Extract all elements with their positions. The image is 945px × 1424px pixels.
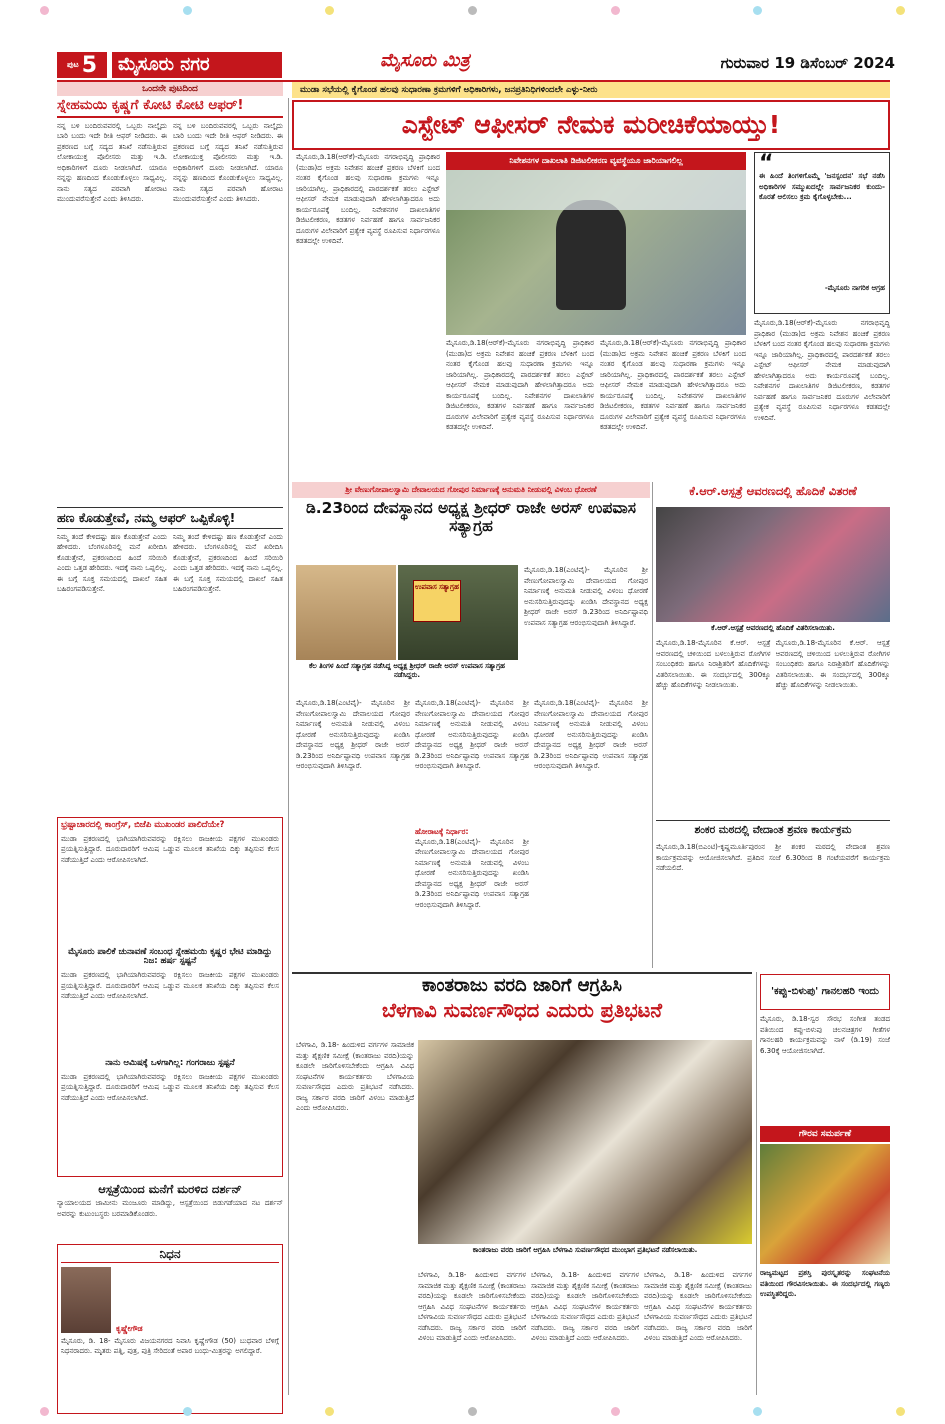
lead-headline: ಎಸ್ಟೇಟ್ ಆಫೀಸರ್ ನೇಮಕ ಮರೀಚಿಕೆಯಾಯ್ತು! (401, 109, 781, 139)
satyagraha-photo (398, 565, 518, 660)
obituary-name: ಕೃಷ್ಣೇಗೌಡ (116, 1323, 143, 1333)
shravan-headline: ಶಂಕರ ಮಠದಲ್ಲಿ ವೇದಾಂತ ಶ್ರವಣ ಕಾರ್ಯಕ್ರಮ (656, 820, 890, 842)
page-word: ಪುಟ (66, 60, 79, 69)
registration-dot (468, 1407, 477, 1416)
registration-dot (183, 6, 192, 15)
first-page-tag: ಒಂದನೇ ಪುಟದಿಂದ (57, 82, 283, 96)
temple-body-right (524, 565, 648, 705)
column-divider (756, 972, 757, 1395)
temple-headline: ಡಿ.23ರಿಂದ ದೇವಸ್ಥಾನದ ಅಧ್ಯಕ್ಷ ಶ್ರೀಧರ್ ರಾಜೇ ಅರಸ್ ಉಪವಾಸ ಸತ್ಯಾಗ್ರಹ (305, 499, 637, 535)
story1-title: ಸ್ನೇಹಮಯಿ ಕೃಷ್ಣಗೆ ಕೋಟಿ ಕೋಟಿ ಆಫರ್! (57, 98, 283, 118)
story4-body: ನ್ಯಾಯಾಲಯದ ಜಾಮೀನು ಮಂಜೂರು ಮಾಡಿದ್ದು, ಆಸ್ಪತ್ರೆಯಿಂದ ಬಿಡುಗಡೆಯಾದ ನಟ ದರ್ಶನ್ ಅವರನ್ನು ಕುಟುಂಬಸ್ಥರು ಬರಮಾಡಿಕೊಂಡರು. (57, 1199, 283, 1218)
honor-caption-box (760, 1268, 890, 1390)
lead-quote-author: -ಮೈಸೂರು ನಾಗರಿಕ ಆಗ್ರಹ (824, 284, 885, 292)
hospital-body-text-1: ಮೈಸೂರು,ಡಿ.18-ಮೈಸೂರಿನ ಕೆ.ಆರ್. ಆಸ್ಪತ್ರೆ ಆವರಣದಲ್ಲಿ ಚಳಿಯಿಂದ ಬಳಲುತ್ತಿರುವ ರೋಗಿಗಳ ಸಂಬಂಧಿಕರು ಹಾಗೂ ನಿರಾಶ್ರಿತರಿಗೆ ಹೊದಿಕೆಗಳನ್ನು ವಿತರಿಸಲಾಯಿತು. ಈ ಸಂದರ್ಭದಲ್ಲಿ 300ಕ್ಕೂ ಹೆಚ್ಚು ಹೊದಿಕೆಗಳನ್ನು ನೀಡಲಾಯಿತು. (656, 639, 771, 689)
story2-body-col1: ನಿಮ್ಮ ತಂದೆ ಕೇಳಿದಷ್ಟು ಹಣ ಕೊಡುತ್ತೇವೆ ಎಂದು ಹೇಳಿದರು. ಬೆಂಗಳೂರಿನಲ್ಲಿ ಮನೆ ಖರೀದಿಸಿ ಕೊಡುತ್ತೇವೆ, ಪ್ರಕರಣದಿಂದ ಹಿಂದೆ ಸರಿಯಿರಿ ಎಂದು ಒತ್ತಡ ಹೇರಿದರು. ಇದಕ್ಕೆ ನಾನು ಒಪ್ಪಲಿಲ್ಲ. ಈ ಬಗ್ಗೆ ಸೂಕ್ತ ಸಮಯದಲ್ಲಿ ದಾಖಲೆ ಸಹಿತ ಬಹಿರಂಗಪಡಿಸುತ್ತೇನೆ. (57, 532, 167, 594)
protest-photo (418, 1040, 752, 1244)
temple-body-text-3: ಮೈಸೂರು,ಡಿ.18(ಎಂಟಿವೈ)- ಮೈಸೂರಿನ ಶ್ರೀ ವೇಣುಗೋಪಾಲಸ್ವಾಮಿ ದೇವಾಲಯದ ಗೋಪುರ ನಿರ್ಮಾಣಕ್ಕೆ ಅನುಮತಿ ನೀಡುವಲ್ಲಿ ವಿಳಂಬ ಧೋರಣೆ ಅನುಸರಿಸುತ್ತಿರುವುದನ್ನು ಖಂಡಿಸಿ ದೇವಸ್ಥಾನದ ಅಧ್ಯಕ್ಷ ಶ್ರೀಧರ್ ರಾಜೇ ಅರಸ್ ಡಿ.23ರಿಂದ ಅನಿರ್ದಿಷ್ಟಾವಧಿ ಉಪವಾಸ ಸತ್ಯಾಗ್ರಹ ಆರಂಭಿಸುವುದಾಗಿ ತಿಳಿಸಿದ್ದಾರೆ. (415, 699, 529, 770)
obituary-photo (61, 1267, 111, 1333)
story3-title: ಭ್ರಷ್ಟಾಚಾರದಲ್ಲಿ ಕಾಂಗ್ರೆಸ್, ಬಿಜೆಪಿ ಮುಖಂಡರ ಪಾಲಿದೆಯೇ? (61, 819, 225, 830)
column-divider (652, 482, 653, 968)
column-divider (288, 98, 289, 1395)
hospital-body-text-2: ಮೈಸೂರು,ಡಿ.18-ಮೈಸೂರಿನ ಕೆ.ಆರ್. ಆಸ್ಪತ್ರೆ ಆವರಣದಲ್ಲಿ ಚಳಿಯಿಂದ ಬಳಲುತ್ತಿರುವ ರೋಗಿಗಳ ಸಂಬಂಧಿಕರು ಹಾಗೂ ನಿರಾಶ್ರಿತರಿಗೆ ಹೊದಿಕೆಗಳನ್ನು ವಿತರಿಸಲಾಯಿತು. ಈ ಸಂದರ್ಭದಲ್ಲಿ 300ಕ್ಕೂ ಹೆಚ್ಚು ಹೊದಿಕೆಗಳನ್ನು ನೀಡಲಾಯಿತು. (775, 639, 890, 689)
registration-dot (325, 6, 334, 15)
quote-mark-icon: “ (759, 151, 774, 176)
protest-body-left (296, 1040, 414, 1390)
satyagraha-board: ಉಪವಾಸ ಸತ್ಯಾಗ್ರಹ (413, 580, 461, 622)
registration-dot (896, 6, 905, 15)
statue-figure (556, 200, 626, 310)
story3-subhead-2: ನಾನು ಆಮಿಷಕ್ಕೆ ಒಳಗಾಗಿಲ್ಲ: ಗಂಗರಾಜು ಸ್ಪಷ್ಟನೆ (105, 1058, 235, 1069)
protest-headline-2: ಬೆಳಗಾವಿ ಸುವರ್ಣಸೌಧದ ಎದುರು ಪ್ರತಿಭಟನೆ (381, 1000, 663, 1022)
registration-dot (753, 1407, 762, 1416)
hospital-body-cols (656, 638, 890, 818)
temple-body-text-4: ಮೈಸೂರು,ಡಿ.18(ಎಂಟಿವೈ)- ಮೈಸೂರಿನ ಶ್ರೀ ವೇಣುಗೋಪಾಲಸ್ವಾಮಿ ದೇವಾಲಯದ ಗೋಪುರ ನಿರ್ಮಾಣಕ್ಕೆ ಅನುಮತಿ ನೀಡುವಲ್ಲಿ ವಿಳಂಬ ಧೋರಣೆ ಅನುಸರಿಸುತ್ತಿರುವುದನ್ನು ಖಂಡಿಸಿ ದೇವಸ್ಥಾನದ ಅಧ್ಯಕ್ಷ ಶ್ರೀಧರ್ ರಾಜೇ ಅರಸ್ ಡಿ.23ರಿಂದ ಅನಿರ್ದಿಷ್ಟಾವಧಿ ಉಪವಾಸ ಸತ್ಯಾಗ್ರಹ ಆರಂಭಿಸುವುದಾಗಿ ತಿಳಿಸಿದ್ದಾರೆ. (415, 837, 529, 909)
registration-dot (183, 1407, 192, 1416)
registration-marks-bottom (40, 1407, 905, 1417)
registration-dot (40, 6, 49, 15)
music-body (760, 1014, 890, 1124)
hospital-headline: ಕೆ.ಆರ್.ಆಸ್ಪತ್ರೆ ಆವರಣದಲ್ಲಿ ಹೊದಿಕೆ ವಿತರಣೆ (689, 485, 857, 498)
music-headline: 'ಕಪ್ಪು-ಬಿಳುಪು' ಗಾನಲಹರಿ ಇಂದು (771, 986, 879, 998)
honor-photo (760, 1144, 890, 1264)
protest-headline-1: ಕಾಂತರಾಜು ವರದಿ ಜಾರಿಗೆ ಆಗ್ರಹಿಸಿ (292, 972, 752, 1000)
section-title: ಮೈಸೂರು ನಗರ (112, 52, 282, 78)
story3-body: ಮುಡಾ ಪ್ರಕರಣದಲ್ಲಿ ಭಾಗಿಯಾಗಿರುವವರನ್ನು ರಕ್ಷಿಸಲು ರಾಜಕೀಯ ಪಕ್ಷಗಳ ಮುಖಂಡರು ಪ್ರಯತ್ನಿಸುತ್ತಿದ್ದಾರೆ. ದೂರುದಾರರಿಗೆ ಆಮಿಷ ಒಡ್ಡುವ ಮೂಲಕ ತನಿಖೆಯ ದಿಕ್ಕು ತಪ್ಪಿಸುವ ಕೆಲಸ ನಡೆಯುತ್ತಿದೆ ಎಂದು ಆರೋಪಿಸಲಾಗಿದೆ. (61, 834, 279, 864)
registration-dot (753, 6, 762, 15)
page-number-box (57, 52, 107, 78)
story1-body-col1: ನನ್ನ ಬಳಿ ಬಂದಿರುವವರಲ್ಲಿ ಒಬ್ಬರು ನಾಲ್ಕೈದು ಬಾರಿ ಬಂದು ಇದೇ ರೀತಿ ಆಫರ್ ನೀಡಿದರು. ಈ ಪ್ರಕರಣದ ಬಗ್ಗೆ ಸದ್ಯದ ತನಿಖೆ ನಡೆಸುತ್ತಿರುವ ಲೋಕಾಯುಕ್ತ ಪೊಲೀಸರು ಮತ್ತು ಇ.ಡಿ. ಅಧಿಕಾರಿಗಳಿಗೆ ದೂರು ನೀಡಲಾಗಿದೆ. ಯಾರೂ ನನ್ನನ್ನು ಹಣದಿಂದ ಕೊಂಡುಕೊಳ್ಳಲು ಸಾಧ್ಯವಿಲ್ಲ. ನಾನು ಸತ್ಯದ ಪರವಾಗಿ ಹೋರಾಟ ಮುಂದುವರೆಸುತ್ತೇನೆ ಎಂದು ತಿಳಿಸಿದರು. (57, 121, 167, 204)
lead-body-left (296, 152, 440, 458)
registration-dot (325, 1407, 334, 1416)
protest-body-cols (418, 1270, 752, 1390)
protest-body-text-3: ಬೆಳಗಾವಿ, ಡಿ.18- ಹಿಂದುಳಿದ ವರ್ಗಗಳ ಸಾಮಾಜಿಕ ಮತ್ತು ಶೈಕ್ಷಣಿಕ ಸಮೀಕ್ಷೆ (ಕಾಂತರಾಜು ವರದಿ)ಯನ್ನು ಕೂಡಲೇ ಜಾರಿಗೊಳಿಸಬೇಕೆಂದು ಆಗ್ರಹಿಸಿ ವಿವಿಧ ಸಂಘಟನೆಗಳ ಕಾರ್ಯಕರ್ತರು ಬೆಳಗಾವಿಯ ಸುವರ್ಣಸೌಧದ ಎದುರು ಪ್ರತಿಭಟನೆ ನಡೆಸಿದರು. ರಾಜ್ಯ ಸರ್ಕಾರ ವರದಿ ಜಾರಿಗೆ ವಿಳಂಬ ಮಾಡುತ್ತಿದೆ ಎಂದು ಆರೋಪಿಸಿದರು. (531, 1271, 639, 1342)
temple-gopura-photo (296, 565, 396, 660)
story3-subhead: ಮೈಸೂರು ಪಾಲಿಕೆ ಚುನಾವಣೆ ಸಂಬಂಧ ಸ್ನೇಹಮಯಿ ಕೃಷ್ಣರ ಭೇಟಿ ಮಾಡಿದ್ದು ನಿಜ: ಹರ್ಷ ಸ್ಪಷ್ಟನೆ (68, 946, 272, 967)
protest-body-text-1: ಬೆಳಗಾವಿ, ಡಿ.18- ಹಿಂದುಳಿದ ವರ್ಗಗಳ ಸಾಮಾಜಿಕ ಮತ್ತು ಶೈಕ್ಷಣಿಕ ಸಮೀಕ್ಷೆ (ಕಾಂತರಾಜು ವರದಿ)ಯನ್ನು ಕೂಡಲೇ ಜಾರಿಗೊಳಿಸಬೇಕೆಂದು ಆಗ್ರಹಿಸಿ ವಿವಿಧ ಸಂಘಟನೆಗಳ ಕಾರ್ಯಕರ್ತರು ಬೆಳಗಾವಿಯ ಸುವರ್ಣಸೌಧದ ಎದುರು ಪ್ರತಿಭಟನೆ ನಡೆಸಿದರು. ರಾಜ್ಯ ಸರ್ಕಾರ ವರದಿ ಜಾರಿಗೆ ವಿಳಂಬ ಮಾಡುತ್ತಿದೆ ಎಂದು ಆರೋಪಿಸಿದರು. (296, 1041, 414, 1112)
lead-headline-box (292, 100, 890, 150)
page-number: 5 (81, 52, 98, 78)
lead-body-mid1 (446, 338, 594, 476)
story3-body-2: ಮುಡಾ ಪ್ರಕರಣದಲ್ಲಿ ಭಾಗಿಯಾಗಿರುವವರನ್ನು ರಕ್ಷಿಸಲು ರಾಜಕೀಯ ಪಕ್ಷಗಳ ಮುಖಂಡರು ಪ್ರಯತ್ನಿಸುತ್ತಿದ್ದಾರೆ. ದೂರುದಾರರಿಗೆ ಆಮಿಷ ಒಡ್ಡುವ ಮೂಲಕ ತನಿಖೆಯ ದಿಕ್ಕು ತಪ್ಪಿಸುವ ಕೆಲಸ ನಡೆಯುತ್ತಿದೆ ಎಂದು ಆರೋಪಿಸಲಾಗಿದೆ. (61, 971, 279, 1001)
temple-kicker: ಶ್ರೀ ವೇಣುಗೋಪಾಲಸ್ವಾಮಿ ದೇವಾಲಯದ ಗೋಪುರ ನಿರ್ಮಾಣಕ್ಕೆ ಅನುಮತಿ ನೀಡುವಲ್ಲಿ ವಿಳಂಬ ಧೋರಣೆ (292, 482, 650, 498)
issue-date: ಗುರುವಾರ 19 ಡಿಸೆಂಬರ್ 2024 (720, 54, 895, 72)
shravan-body (656, 842, 890, 968)
story2-body-col2: ನಿಮ್ಮ ತಂದೆ ಕೇಳಿದಷ್ಟು ಹಣ ಕೊಡುತ್ತೇವೆ ಎಂದು ಹೇಳಿದರು. ಬೆಂಗಳೂರಿನಲ್ಲಿ ಮನೆ ಖರೀದಿಸಿ ಕೊಡುತ್ತೇವೆ, ಪ್ರಕರಣದಿಂದ ಹಿಂದೆ ಸರಿಯಿರಿ ಎಂದು ಒತ್ತಡ ಹೇರಿದರು. ಇದಕ್ಕೆ ನಾನು ಒಪ್ಪಲಿಲ್ಲ. ಈ ಬಗ್ಗೆ ಸೂಕ್ತ ಸಮಯದಲ್ಲಿ ದಾಖಲೆ ಸಹಿತ ಬಹಿರಂಗಪಡಿಸುತ್ತೇನೆ. (173, 532, 283, 594)
honor-header: ಗೌರವ ಸಮರ್ಪಣೆ (760, 1126, 890, 1142)
story1-body-col2: ನನ್ನ ಬಳಿ ಬಂದಿರುವವರಲ್ಲಿ ಒಬ್ಬರು ನಾಲ್ಕೈದು ಬಾರಿ ಬಂದು ಇದೇ ರೀತಿ ಆಫರ್ ನೀಡಿದರು. ಈ ಪ್ರಕರಣದ ಬಗ್ಗೆ ಸದ್ಯದ ತನಿಖೆ ನಡೆಸುತ್ತಿರುವ ಲೋಕಾಯುಕ್ತ ಪೊಲೀಸರು ಮತ್ತು ಇ.ಡಿ. ಅಧಿಕಾರಿಗಳಿಗೆ ದೂರು ನೀಡಲಾಗಿದೆ. ಯಾರೂ ನನ್ನನ್ನು ಹಣದಿಂದ ಕೊಂಡುಕೊಳ್ಳಲು ಸಾಧ್ಯವಿಲ್ಲ. ನಾನು ಸತ್ಯದ ಪರವಾಗಿ ಹೋರಾಟ ಮುಂದುವರೆಸುತ್ತೇನೆ ಎಂದು ತಿಳಿಸಿದರು. (173, 121, 283, 204)
temple-body-text-1: ಮೈಸೂರು,ಡಿ.18(ಎಂಟಿವೈ)- ಮೈಸೂರಿನ ಶ್ರೀ ವೇಣುಗೋಪಾಲಸ್ವಾಮಿ ದೇವಾಲಯದ ಗೋಪುರ ನಿರ್ಮಾಣಕ್ಕೆ ಅನುಮತಿ ನೀಡುವಲ್ಲಿ ವಿಳಂಬ ಧೋರಣೆ ಅನುಸರಿಸುತ್ತಿರುವುದನ್ನು ಖಂಡಿಸಿ ದೇವಸ್ಥಾನದ ಅಧ್ಯಕ್ಷ ಶ್ರೀಧರ್ ರಾಜೇ ಅರಸ್ ಡಿ.23ರಿಂದ ಅನಿರ್ದಿಷ್ಟಾವಧಿ ಉಪವಾಸ ಸತ್ಯಾಗ್ರಹ ಆರಂಭಿಸುವುದಾಗಿ ತಿಳಿಸಿದ್ದಾರೆ. (524, 566, 648, 627)
temple-body-text-5: ಮೈಸೂರು,ಡಿ.18(ಎಂಟಿವೈ)- ಮೈಸೂರಿನ ಶ್ರೀ ವೇಣುಗೋಪಾಲಸ್ವಾಮಿ ದೇವಾಲಯದ ಗೋಪುರ ನಿರ್ಮಾಣಕ್ಕೆ ಅನುಮತಿ ನೀಡುವಲ್ಲಿ ವಿಳಂಬ ಧೋರಣೆ ಅನುಸರಿಸುತ್ತಿರುವುದನ್ನು ಖಂಡಿಸಿ ದೇವಸ್ಥಾನದ ಅಧ್ಯಕ್ಷ ಶ್ರೀಧರ್ ರಾಜೇ ಅರಸ್ ಡಿ.23ರಿಂದ ಅನಿರ್ದಿಷ್ಟಾವಧಿ ಉಪವಾಸ ಸತ್ಯಾಗ್ರಹ ಆರಂಭಿಸುವುದಾಗಿ ತಿಳಿಸಿದ್ದಾರೆ. (534, 699, 648, 770)
lead-body-text-1: ಮೈಸೂರು,ಡಿ.18(ಆರ್‌ಕೆ)-ಮೈಸೂರು ನಗರಾಭಿವೃದ್ಧಿ ಪ್ರಾಧಿಕಾರ (ಮುಡಾ)ದ ಅಕ್ರಮ ನಿವೇಶನ ಹಂಚಿಕೆ ಪ್ರಕರಣ ಬೆಳಕಿಗೆ ಬಂದ ನಂತರ ಕೈಗೊಂಡ ಹಲವು ಸುಧಾರಣಾ ಕ್ರಮಗಳು ಇನ್ನೂ ಜಾರಿಯಾಗಿಲ್ಲ. ಪ್ರಾಧಿಕಾರದಲ್ಲಿ ಪಾರದರ್ಶಕತೆ ತರಲು ಎಸ್ಟೇಟ್ ಆಫೀಸರ್ ನೇಮಕ ಮಾಡುವುದಾಗಿ ಹೇಳಲಾಗಿತ್ತಾದರೂ ಅದು ಕಾರ್ಯರೂಪಕ್ಕೆ ಬಂದಿಲ್ಲ. ನಿವೇಶನಗಳ ದಾಖಲಾತಿಗಳ ಡಿಜಿಟಲೀಕರಣ, ಕಡತಗಳ ನಿರ್ವಹಣೆ ಹಾಗೂ ಸಾರ್ವಜನಿಕರ ದೂರುಗಳ ವಿಲೇವಾರಿಗೆ ಪ್ರತ್ಯೇಕ ವ್ಯವಸ್ಥೆ ರೂಪಿಸುವ ನಿರ್ಧಾರಗಳೂ ಕಡತದಲ್ಲೇ ಉಳಿದಿವೆ. (296, 153, 440, 245)
registration-marks-top (40, 6, 905, 16)
lead-kicker: ಮುಡಾ ಸಭೆಯಲ್ಲಿ ಕೈಗೊಂಡ ಹಲವು ಸುಧಾರಣಾ ಕ್ರಮಗಳಿಗೆ ಅಧಿಕಾರಿಗಳು, ಜನಪ್ರತಿನಿಧಿಗಳಿಂದಲೇ ಎಳ್ಳು-ನೀರು (292, 82, 890, 98)
lead-body-text-4: ಮೈಸೂರು,ಡಿ.18(ಆರ್‌ಕೆ)-ಮೈಸೂರು ನಗರಾಭಿವೃದ್ಧಿ ಪ್ರಾಧಿಕಾರ (ಮುಡಾ)ದ ಅಕ್ರಮ ನಿವೇಶನ ಹಂಚಿಕೆ ಪ್ರಕರಣ ಬೆಳಕಿಗೆ ಬಂದ ನಂತರ ಕೈಗೊಂಡ ಹಲವು ಸುಧಾರಣಾ ಕ್ರಮಗಳು ಇನ್ನೂ ಜಾರಿಯಾಗಿಲ್ಲ. ಪ್ರಾಧಿಕಾರದಲ್ಲಿ ಪಾರದರ್ಶಕತೆ ತರಲು ಎಸ್ಟೇಟ್ ಆಫೀಸರ್ ನೇಮಕ ಮಾಡುವುದಾಗಿ ಹೇಳಲಾಗಿತ್ತಾದರೂ ಅದು ಕಾರ್ಯರೂಪಕ್ಕೆ ಬಂದಿಲ್ಲ. ನಿವೇಶನಗಳ ದಾಖಲಾತಿಗಳ ಡಿಜಿಟಲೀಕರಣ, ಕಡತಗಳ ನಿರ್ವಹಣೆ ಹಾಗೂ ಸಾರ್ವಜನಿಕರ ದೂರುಗಳ ವಿಲೇವಾರಿಗೆ ಪ್ರತ್ಯೇಕ ವ್ಯವಸ್ಥೆ ರೂಪಿಸುವ ನಿರ್ಧಾರಗಳೂ ಕಡತದಲ್ಲೇ ಉಳಿದಿವೆ. (754, 319, 890, 422)
lead-body-right (754, 318, 890, 476)
lead-body-text-2: ಮೈಸೂರು,ಡಿ.18(ಆರ್‌ಕೆ)-ಮೈಸೂರು ನಗರಾಭಿವೃದ್ಧಿ ಪ್ರಾಧಿಕಾರ (ಮುಡಾ)ದ ಅಕ್ರಮ ನಿವೇಶನ ಹಂಚಿಕೆ ಪ್ರಕರಣ ಬೆಳಕಿಗೆ ಬಂದ ನಂತರ ಕೈಗೊಂಡ ಹಲವು ಸುಧಾರಣಾ ಕ್ರಮಗಳು ಇನ್ನೂ ಜಾರಿಯಾಗಿಲ್ಲ. ಪ್ರಾಧಿಕಾರದಲ್ಲಿ ಪಾರದರ್ಶಕತೆ ತರಲು ಎಸ್ಟೇಟ್ ಆಫೀಸರ್ ನೇಮಕ ಮಾಡುವುದಾಗಿ ಹೇಳಲಾಗಿತ್ತಾದರೂ ಅದು ಕಾರ್ಯರೂಪಕ್ಕೆ ಬಂದಿಲ್ಲ. ನಿವೇಶನಗಳ ದಾಖಲಾತಿಗಳ ಡಿಜಿಟಲೀಕರಣ, ಕಡತಗಳ ನಿರ್ವಹಣೆ ಹಾಗೂ ಸಾರ್ವಜನಿಕರ ದೂರುಗಳ ವಿಲೇವಾರಿಗೆ ಪ್ರತ್ಯೇಕ ವ್ಯವಸ್ಥೆ ರೂಪಿಸುವ ನಿರ್ಧಾರಗಳೂ ಕಡತದಲ್ಲೇ ಉಳಿದಿವೆ. (446, 339, 594, 431)
music-body-text: ಮೈಸೂರು, ಡಿ.18-ಸ್ವರ ಸೌರಭ ಸಂಗೀತ ತಂಡದ ವತಿಯಿಂದ ಕಪ್ಪು-ಬಿಳುಪು ಚಲನಚಿತ್ರಗಳ ಗೀತೆಗಳ ಗಾನಲಹರಿ ಕಾರ್ಯಕ್ರಮವನ್ನು ನಾಳೆ (ಡಿ.19) ಸಂಜೆ 6.30ಕ್ಕೆ ಆಯೋಜಿಸಲಾಗಿದೆ. (760, 1015, 890, 1055)
hospital-photo (656, 507, 890, 622)
temple-body-cols (296, 698, 648, 968)
hospital-caption: ಕೆ.ಆರ್.ಆಸ್ಪತ್ರೆ ಆವರಣದಲ್ಲಿ ಹೊದಿಕೆ ವಿತರಿಸಲಾಯಿತು. (711, 624, 835, 632)
story3-body-3: ಮುಡಾ ಪ್ರಕರಣದಲ್ಲಿ ಭಾಗಿಯಾಗಿರುವವರನ್ನು ರಕ್ಷಿಸಲು ರಾಜಕೀಯ ಪಕ್ಷಗಳ ಮುಖಂಡರು ಪ್ರಯತ್ನಿಸುತ್ತಿದ್ದಾರೆ. ದೂರುದಾರರಿಗೆ ಆಮಿಷ ಒಡ್ಡುವ ಮೂಲಕ ತನಿಖೆಯ ದಿಕ್ಕು ತಪ್ಪಿಸುವ ಕೆಲಸ ನಡೆಯುತ್ತಿದೆ ಎಂದು ಆರೋಪಿಸಲಾಗಿದೆ. (61, 1072, 279, 1102)
lead-body-text-3: ಮೈಸೂರು,ಡಿ.18(ಆರ್‌ಕೆ)-ಮೈಸೂರು ನಗರಾಭಿವೃದ್ಧಿ ಪ್ರಾಧಿಕಾರ (ಮುಡಾ)ದ ಅಕ್ರಮ ನಿವೇಶನ ಹಂಚಿಕೆ ಪ್ರಕರಣ ಬೆಳಕಿಗೆ ಬಂದ ನಂತರ ಕೈಗೊಂಡ ಹಲವು ಸುಧಾರಣಾ ಕ್ರಮಗಳು ಇನ್ನೂ ಜಾರಿಯಾಗಿಲ್ಲ. ಪ್ರಾಧಿಕಾರದಲ್ಲಿ ಪಾರದರ್ಶಕತೆ ತರಲು ಎಸ್ಟೇಟ್ ಆಫೀಸರ್ ನೇಮಕ ಮಾಡುವುದಾಗಿ ಹೇಳಲಾಗಿತ್ತಾದರೂ ಅದು ಕಾರ್ಯರೂಪಕ್ಕೆ ಬಂದಿಲ್ಲ. ನಿವೇಶನಗಳ ದಾಖಲಾತಿಗಳ ಡಿಜಿಟಲೀಕರಣ, ಕಡತಗಳ ನಿರ್ವಹಣೆ ಹಾಗೂ ಸಾರ್ವಜನಿಕರ ದೂರುಗಳ ವಿಲೇವಾರಿಗೆ ಪ್ರತ್ಯೇಕ ವ್ಯವಸ್ಥೆ ರೂಪಿಸುವ ನಿರ್ಧಾರಗಳೂ ಕಡತದಲ್ಲೇ ಉಳಿದಿವೆ. (600, 339, 746, 431)
masthead: ಮೈಸೂರು ಮಿತ್ರ (380, 50, 470, 71)
obituary-header: ನಿಧನ (61, 1248, 279, 1263)
lead-photo-banner: ನಿವೇಶನಗಳ ದಾಖಲಾತಿ ಡಿಜಿಟಲೀಕರಣ ವ್ಯವಸ್ಥೆಯೂ ಜಾರಿಯಾಗಲಿಲ್ಲ (446, 152, 746, 170)
honor-caption: ರಾಜ್ಯಮಟ್ಟದ ಪ್ರಶಸ್ತಿ ಪುರಸ್ಕೃತರನ್ನು ಸಂಘಟನೆಯ ವತಿಯಿಂದ ಗೌರವಿಸಲಾಯಿತು. ಈ ಸಂದರ್ಭದಲ್ಲಿ ಗಣ್ಯರು ಉಪಸ್ಥಿತರಿದ್ದರು. (760, 1269, 890, 1298)
temple-caption: ಕೆಲ ತಿಂಗಳ ಹಿಂದೆ ಸತ್ಯಾಗ್ರಹ ನಡೆಸಿದ್ದ ಅಧ್ಯಕ್ಷ ಶ್ರೀಧರ್ ರಾಜೇ ಅರಸ್ ಉಪವಾಸ ಸತ್ಯಾಗ್ರಹ ನಡೆಸಿದ್ದರು. (309, 662, 505, 679)
obituary-body: ಮೈಸೂರು, ಡಿ. 18- ಮೈಸೂರು ವಿಜಯನಗರದ ನಿವಾಸಿ ಕೃಷ್ಣೇಗೌಡ (50) ಬುಧವಾರ ಬೆಳಿಗ್ಗೆ ನಿಧನರಾದರು. ಮೃತರು ಪತ್ನಿ, ಪುತ್ರ, ಪುತ್ರಿ ಸೇರಿದಂತೆ ಅಪಾರ ಬಂಧು-ಮಿತ್ರರನ್ನು ಅಗಲಿದ್ದಾರೆ. (61, 1336, 279, 1356)
temple-side-head: ಹೋರಾಟಕ್ಕೆ ನಿರ್ಧಾರ: (415, 827, 469, 836)
story2-title: ಹಣ ಕೊಡುತ್ತೇವೆ, ನಮ್ಮ ಆಫರ್ ಒಪ್ಪಿಕೊಳ್ಳಿ! (57, 507, 283, 529)
music-headline-box (760, 974, 890, 1010)
registration-dot (468, 6, 477, 15)
story4-title: ಆಸ್ಪತ್ರೆಯಿಂದ ಮನೆಗೆ ಮರಳಿದ ದರ್ಶನ್ (98, 1181, 242, 1196)
lead-quote: ಈ ಹಿಂದೆ ತಿಂಗಳಿಗೊಮ್ಮೆ 'ಜನಸ್ಪಂದನ' ಸಭೆ ನಡೆಸಿ ಅಧಿಕಾರಿಗಳ ಸಮ್ಮುಖದಲ್ಲೇ ಸಾರ್ವಜನಿಕರ ಕುಂದು-ಕೊರತೆ ಆಲಿಸಲು ಕ್ರಮ ಕೈಗೊಳ್ಳಬೇಕು... (759, 171, 885, 201)
left-column (57, 98, 283, 1395)
building-facade (446, 170, 746, 210)
lead-quote-box (754, 152, 890, 314)
muda-office-photo (446, 170, 746, 335)
registration-dot (896, 1407, 905, 1416)
obituary-box (57, 1244, 283, 1414)
protest-caption: ಕಾಂತರಾಜು ವರದಿ ಜಾರಿಗೆ ಆಗ್ರಹಿಸಿ ಬೆಳಗಾವಿ ಸುವರ್ಣಸೌಧದ ಮುಂಭಾಗ ಪ್ರತಿಭಟನೆ ನಡೆಸಲಾಯಿತು. (472, 1246, 698, 1254)
story3-box (57, 817, 283, 1177)
registration-dot (611, 1407, 620, 1416)
protest-body-text-2: ಬೆಳಗಾವಿ, ಡಿ.18- ಹಿಂದುಳಿದ ವರ್ಗಗಳ ಸಾಮಾಜಿಕ ಮತ್ತು ಶೈಕ್ಷಣಿಕ ಸಮೀಕ್ಷೆ (ಕಾಂತರಾಜು ವರದಿ)ಯನ್ನು ಕೂಡಲೇ ಜಾರಿಗೊಳಿಸಬೇಕೆಂದು ಆಗ್ರಹಿಸಿ ವಿವಿಧ ಸಂಘಟನೆಗಳ ಕಾರ್ಯಕರ್ತರು ಬೆಳಗಾವಿಯ ಸುವರ್ಣಸೌಧದ ಎದುರು ಪ್ರತಿಭಟನೆ ನಡೆಸಿದರು. ರಾಜ್ಯ ಸರ್ಕಾರ ವರದಿ ಜಾರಿಗೆ ವಿಳಂಬ ಮಾಡುತ್ತಿದೆ ಎಂದು ಆರೋಪಿಸಿದರು. (418, 1271, 526, 1342)
protest-body-text-4: ಬೆಳಗಾವಿ, ಡಿ.18- ಹಿಂದುಳಿದ ವರ್ಗಗಳ ಸಾಮಾಜಿಕ ಮತ್ತು ಶೈಕ್ಷಣಿಕ ಸಮೀಕ್ಷೆ (ಕಾಂತರಾಜು ವರದಿ)ಯನ್ನು ಕೂಡಲೇ ಜಾರಿಗೊಳಿಸಬೇಕೆಂದು ಆಗ್ರಹಿಸಿ ವಿವಿಧ ಸಂಘಟನೆಗಳ ಕಾರ್ಯಕರ್ತರು ಬೆಳಗಾವಿಯ ಸುವರ್ಣಸೌಧದ ಎದುರು ಪ್ರತಿಭಟನೆ ನಡೆಸಿದರು. ರಾಜ್ಯ ಸರ್ಕಾರ ವರದಿ ಜಾರಿಗೆ ವಿಳಂಬ ಮಾಡುತ್ತಿದೆ ಎಂದು ಆರೋಪಿಸಿದರು. (644, 1271, 752, 1342)
shravan-body-text: ಮೈಸೂರು,ಡಿ.18(ಬಿಎಂಟಿ)-ಕೃಷ್ಣಮೂರ್ತಿಪುರಂನ ಶ್ರೀ ಶಂಕರ ಮಠದಲ್ಲಿ ವೇದಾಂತ ಶ್ರವಣ ಕಾರ್ಯಕ್ರಮವನ್ನು ಆಯೋಜಿಸಲಾಗಿದೆ. ಪ್ರತಿದಿನ ಸಂಜೆ 6.30ರಿಂದ 8 ಗಂಟೆಯವರೆಗೆ ಕಾರ್ಯಕ್ರಮ ನಡೆಯಲಿದೆ. (656, 843, 890, 872)
temple-body-text-2: ಮೈಸೂರು,ಡಿ.18(ಎಂಟಿವೈ)- ಮೈಸೂರಿನ ಶ್ರೀ ವೇಣುಗೋಪಾಲಸ್ವಾಮಿ ದೇವಾಲಯದ ಗೋಪುರ ನಿರ್ಮಾಣಕ್ಕೆ ಅನುಮತಿ ನೀಡುವಲ್ಲಿ ವಿಳಂಬ ಧೋರಣೆ ಅನುಸರಿಸುತ್ತಿರುವುದನ್ನು ಖಂಡಿಸಿ ದೇವಸ್ಥಾನದ ಅಧ್ಯಕ್ಷ ಶ್ರೀಧರ್ ರಾಜೇ ಅರಸ್ ಡಿ.23ರಿಂದ ಅನಿರ್ದಿಷ್ಟಾವಧಿ ಉಪವಾಸ ಸತ್ಯಾಗ್ರಹ ಆರಂಭಿಸುವುದಾಗಿ ತಿಳಿಸಿದ್ದಾರೆ. (296, 699, 410, 770)
registration-dot (611, 6, 620, 15)
registration-dot (40, 1407, 49, 1416)
lead-body-mid2 (600, 338, 746, 476)
